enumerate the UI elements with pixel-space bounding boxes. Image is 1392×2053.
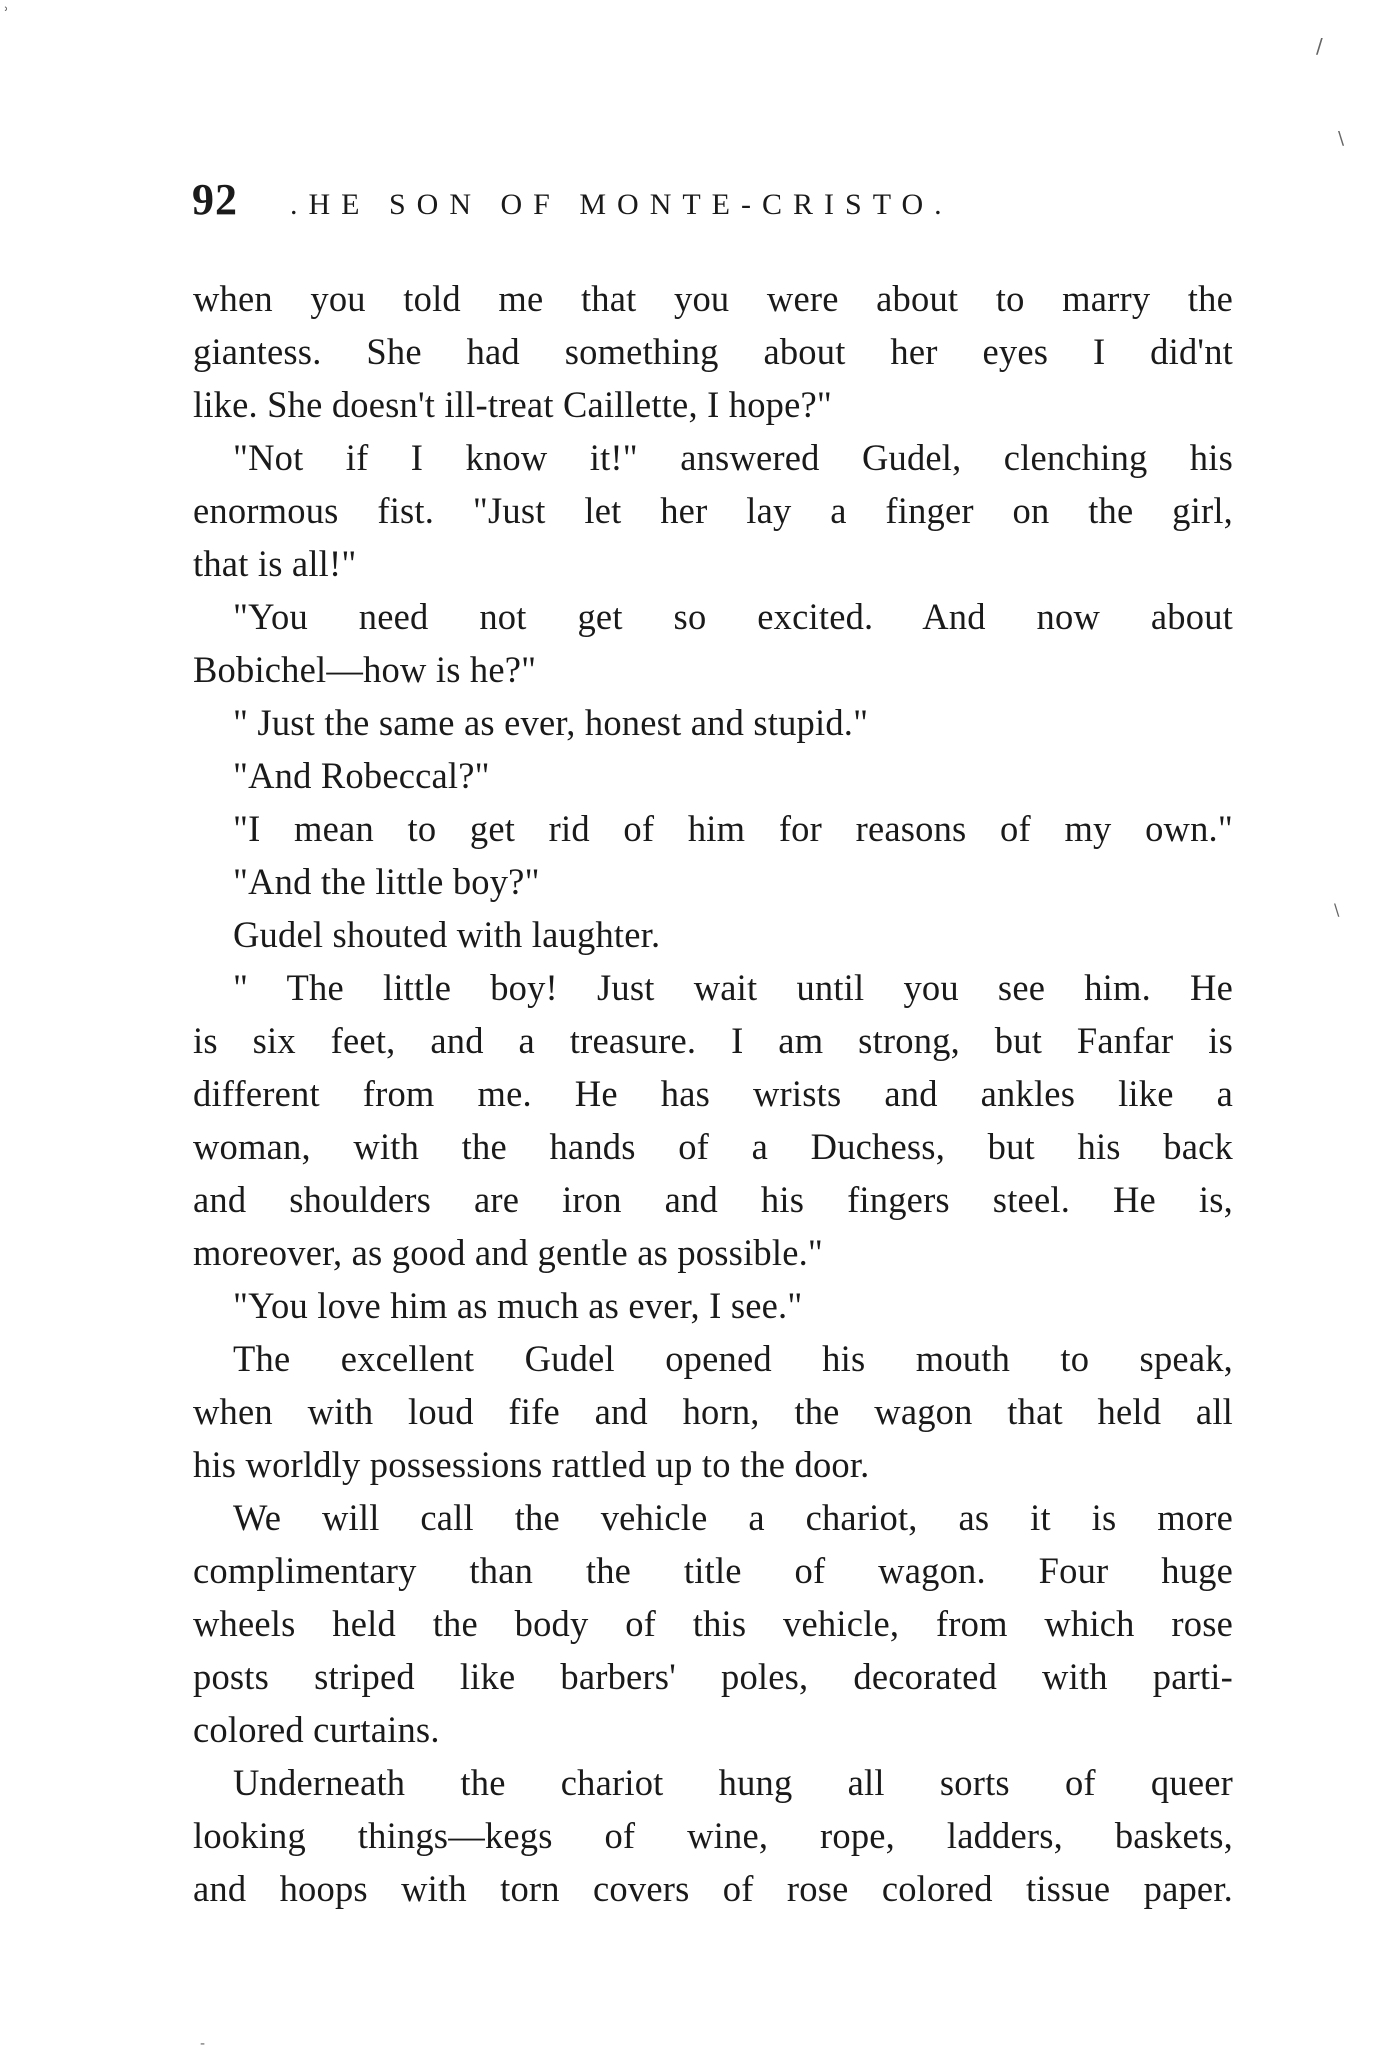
- text-line: woman, with the hands of a Duchess, but his back: [193, 1126, 1233, 1167]
- text-line: Bobichel—how is he?": [193, 649, 537, 690]
- running-head: [192, 174, 1192, 224]
- scan-speck: /: [1316, 34, 1323, 58]
- text-line: his worldly possessions rattled up to the door.: [193, 1444, 870, 1485]
- text-line: and shoulders are iron and his fingers steel. He is,: [193, 1179, 1233, 1220]
- text-line: posts striped like barbers' poles, decorated with parti-: [193, 1656, 1233, 1697]
- text-line: We will call the vehicle a chariot, as it is more: [233, 1497, 1233, 1538]
- scan-speck: ˒: [4, 0, 9, 19]
- text-line: The excellent Gudel opened his mouth to speak,: [233, 1338, 1233, 1379]
- text-line: Underneath the chariot hung all sorts of queer: [233, 1762, 1233, 1803]
- text-line: like. She doesn't ill-treat Caillette, I hope?": [193, 384, 833, 425]
- text-line: different from me. He has wrists and ankles like a: [193, 1073, 1233, 1114]
- scan-speck: \: [1338, 128, 1345, 149]
- text-line: "You need not get so excited. And now about: [233, 596, 1233, 637]
- text-line: " Just the same as ever, honest and stupid.": [233, 702, 869, 743]
- text-line: that is all!": [193, 543, 357, 584]
- text-line: when with loud fife and horn, the wagon that held all: [193, 1391, 1233, 1432]
- scan-speck: -: [200, 2036, 206, 2052]
- text-line: colored curtains.: [193, 1709, 440, 1750]
- text-line: enormous fist. "Just let her lay a finger on the girl,: [193, 490, 1233, 531]
- text-line: "You love him as much as ever, I see.": [233, 1285, 803, 1326]
- text-line: " The little boy! Just wait until you see him. He: [233, 967, 1233, 1008]
- text-line: moreover, as good and gentle as possible.": [193, 1232, 824, 1273]
- text-line: "I mean to get rid of him for reasons of my own.": [233, 808, 1233, 849]
- scan-speck: \: [1334, 900, 1340, 919]
- text-line: "And Robeccal?": [233, 755, 490, 796]
- page-number: 92: [192, 175, 238, 224]
- text-line: giantess. She had something about her eyes I did'nt: [193, 331, 1233, 372]
- text-line: is six feet, and a treasure. I am strong, but Fanfar is: [193, 1020, 1233, 1061]
- text-line: complimentary than the title of wagon. Four huge: [193, 1550, 1233, 1591]
- text-line: and hoops with torn covers of rose colored tissue paper.: [193, 1868, 1233, 1909]
- text-line: looking things—kegs of wine, rope, ladders, baskets,: [193, 1815, 1233, 1856]
- body-text: [193, 272, 1233, 1915]
- text-line: "Not if I know it!" answered Gudel, clenching his: [233, 437, 1233, 478]
- text-line: when you told me that you were about to marry the: [193, 278, 1233, 319]
- text-line: wheels held the body of this vehicle, from which rose: [193, 1603, 1233, 1644]
- text-line: Gudel shouted with laughter.: [233, 914, 661, 955]
- running-title: .HE SON OF MONTE-CRISTO.: [290, 188, 953, 221]
- text-line: "And the little boy?": [233, 861, 540, 902]
